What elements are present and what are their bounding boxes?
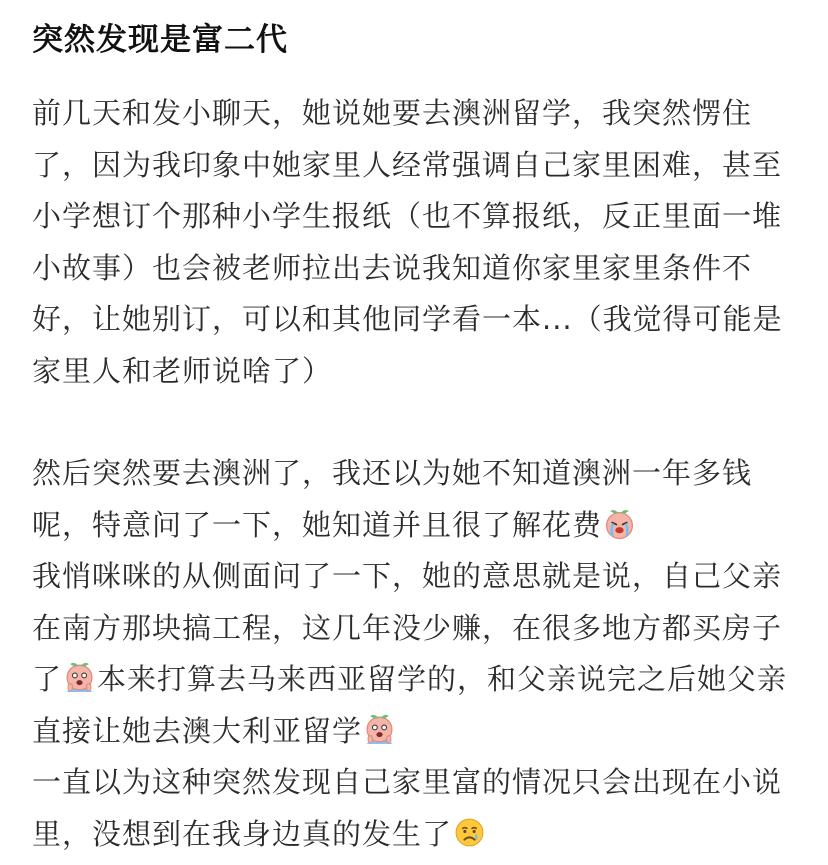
post-title: 突然发现是富二代 <box>32 22 288 58</box>
paragraph-2-segment-3: 本来打算去马来西亚留学的，和父亲说完之后她父亲直接让她去澳大利亚留学 <box>32 662 788 748</box>
shocked-peach-emoji-icon <box>363 711 396 744</box>
post-paragraph-2 <box>32 448 798 860</box>
paragraph-2-segment-1: 然后突然要去澳洲了，我还以为她不知道澳洲一年多钱呢，特意问了一下，她知道并且很了解花费 <box>32 456 753 542</box>
paragraph-spacer <box>32 397 798 448</box>
shocked-peach-emoji-icon <box>63 659 96 692</box>
paragraph-2-segment-2: 我悄咪咪的从侧面问了一下，她的意思就是说，自己父亲在南方那块搞工程，这几年没少赚，在很多地方都买房子了 <box>32 559 783 696</box>
post-paragraph-1: 前几天和发小聊天，她说她要去澳洲留学，我突然愣住了，因为我印象中她家里人经常强调自己家里困难，甚至小学想订个那种小学生报纸（也不算报纸，反正里面一堆小故事）也会被老师拉出去说我知道你家里家里条件不好，让她别订，可以和其他同学看一本...（我觉得可能是家里人和老师说啥了） <box>32 96 783 388</box>
paragraph-2-segment-4: 一直以为这种突然发现自己家里富的情况只会出现在小说里，没想到在我身边真的发生了 <box>32 765 783 851</box>
crying-peach-emoji-icon <box>603 505 636 538</box>
sad-face-emoji-icon <box>453 814 486 847</box>
